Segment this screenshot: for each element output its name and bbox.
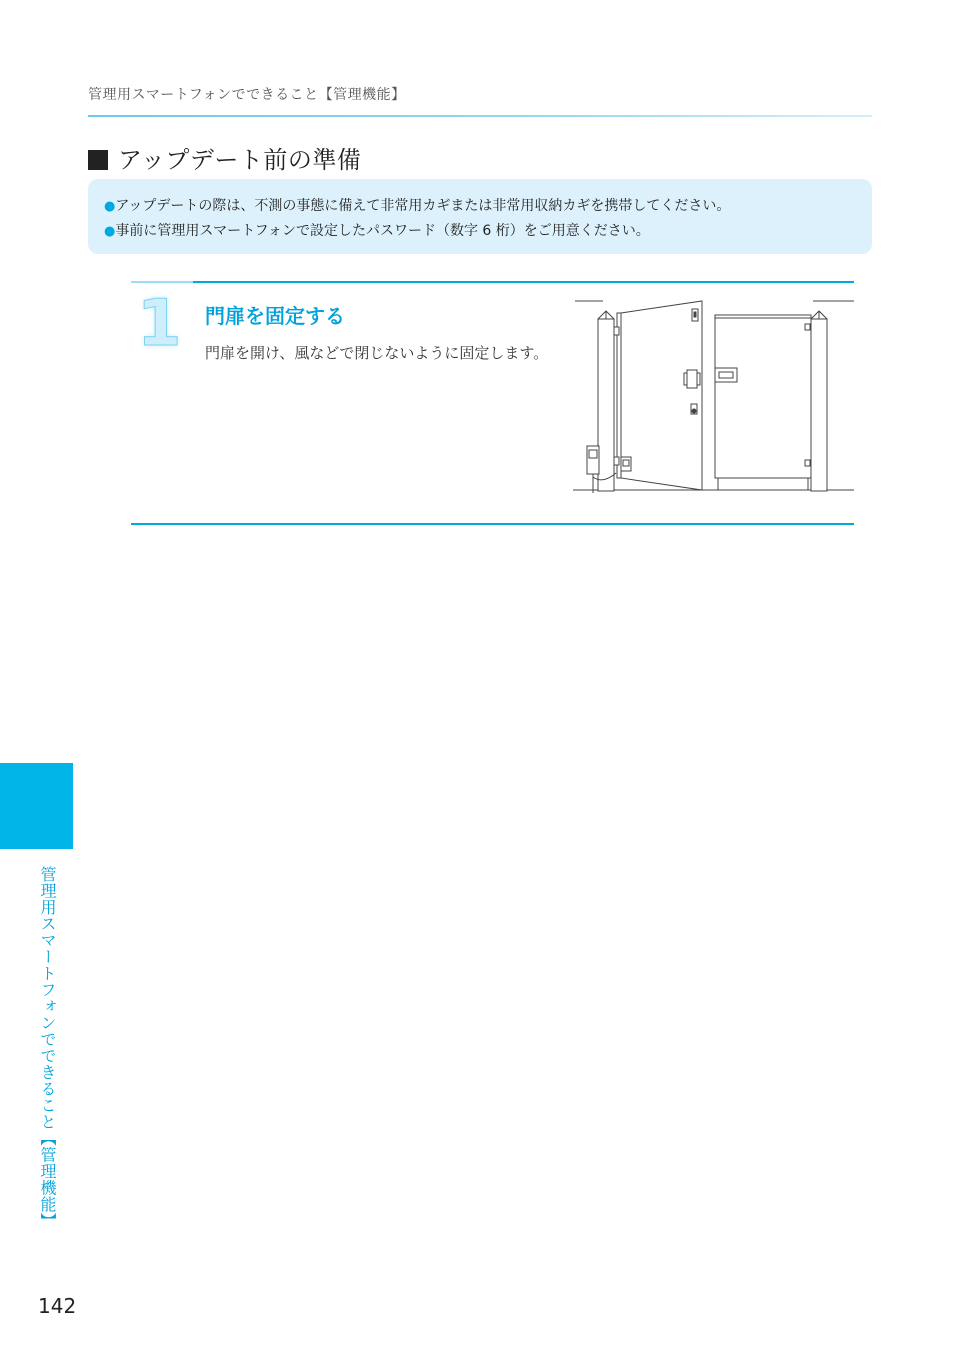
step-bottom-rule [131, 523, 854, 525]
page-number: 142 [38, 1294, 77, 1318]
section-title-text: アップデート前の準備 [118, 146, 362, 174]
step-description: 門扉を開け、風などで閉じないように固定します。 [205, 344, 549, 362]
notice-box [88, 179, 872, 254]
step-top-rule [131, 281, 854, 283]
section-title [88, 140, 361, 175]
circle-bullet-icon: ● [104, 224, 116, 239]
notice-text: 事前に管理用スマートフォンで設定したパスワード（数字 6 桁）をご用意ください。 [115, 223, 650, 239]
chapter-tab [0, 763, 73, 849]
chapter-label: 管理用スマートフォンでできること【管理機能】 [38, 866, 57, 1229]
square-bullet-icon [88, 150, 108, 170]
step-title: 門扉を固定する [205, 304, 345, 328]
notice-item [104, 194, 872, 219]
step-block [131, 281, 854, 526]
running-header: 管理用スマートフォンでできること【管理機能】 [88, 87, 406, 103]
notice-item [104, 219, 872, 244]
gate-door-illustration [571, 297, 854, 509]
circle-bullet-icon: ● [104, 199, 116, 214]
header-rule [88, 114, 872, 118]
step-number: 1 [137, 287, 182, 361]
notice-text: アップデートの際は、不測の事態に備えて非常用カギまたは非常用収納カギを携帯してください。 [115, 198, 731, 214]
